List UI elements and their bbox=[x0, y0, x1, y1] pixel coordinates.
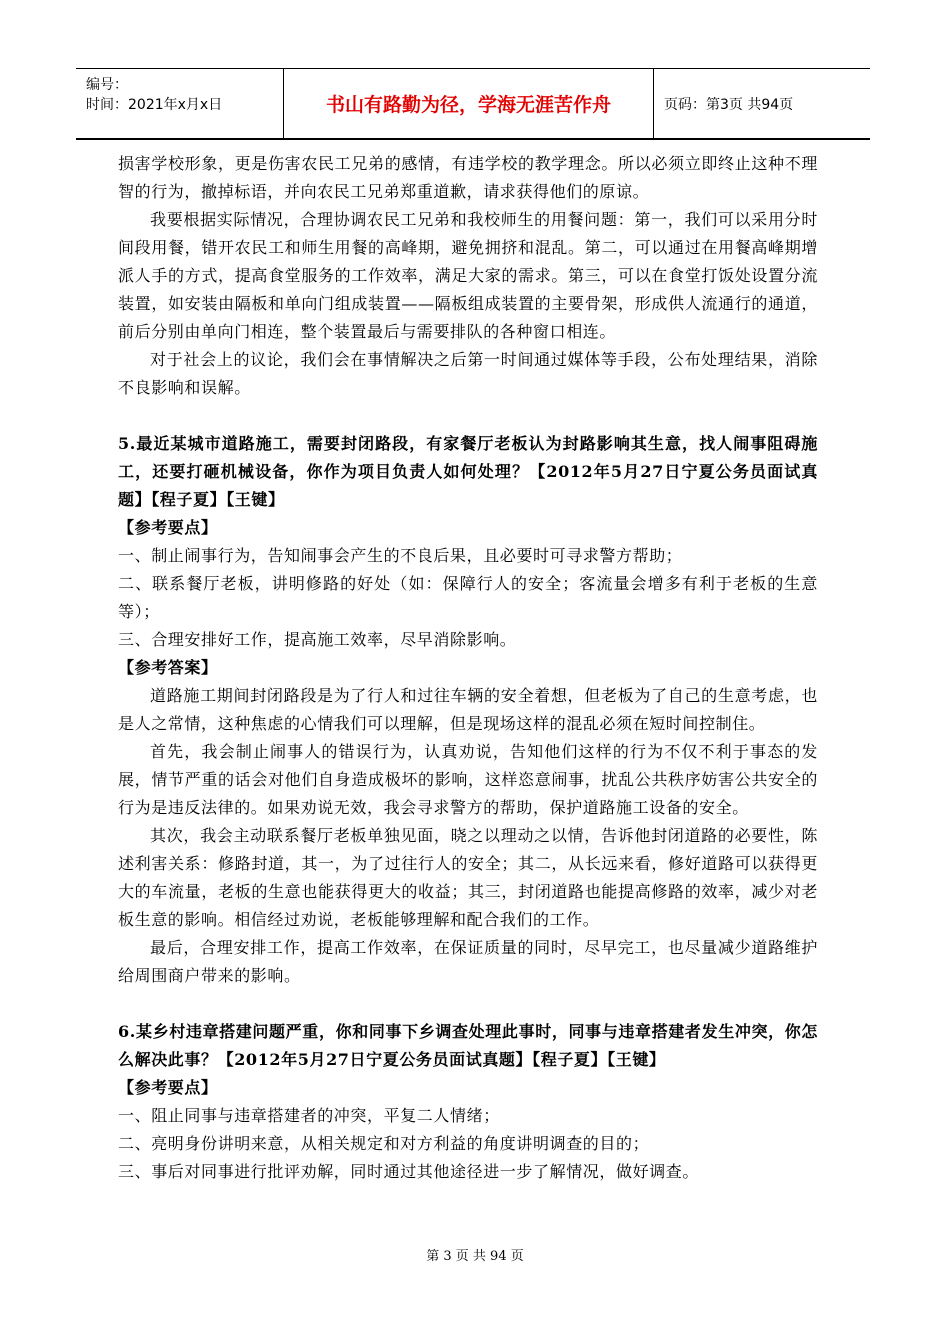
paragraph: 损害学校形象，更是伤害农民工兄弟的感情，有违学校的教学理念。所以必须立即终止这种不理智的行为，撤掉标语，并向农民工兄弟郑重道歉，请求获得他们的原谅。 bbox=[118, 154, 818, 201]
page-header bbox=[76, 68, 870, 140]
key-points-label: 【参考要点】 bbox=[118, 518, 218, 537]
header-motto-cell bbox=[284, 69, 654, 138]
answer-paragraph: 首先，我会制止闹事人的错误行为，认真劝说，告知他们这样的行为不仅不利于事态的发展，情节严重的话会对他们自身造成极坏的影响，这样恣意闹事，扰乱公共秩序妨害公共安全的行为是违反法律的。如果劝说无效，我会寻求警方的帮助，保护道路施工设备的安全。 bbox=[118, 742, 818, 817]
key-point: 二、联系餐厅老板，讲明修路的好处（如：保障行人的安全；客流量会增多有利于老板的生意等）； bbox=[118, 574, 818, 621]
document-date: 时间：2021年x月x日 bbox=[86, 97, 223, 113]
header-motto: 书山有路勤为径，学海无涯苦作舟 bbox=[325, 94, 611, 116]
key-points-label: 【参考要点】 bbox=[118, 1078, 218, 1097]
key-point: 三、合理安排好工作，提高施工效率，尽早消除影响。 bbox=[118, 630, 517, 649]
page-footer: 第 3 页 共 94 页 bbox=[426, 1249, 524, 1264]
document-body bbox=[118, 150, 818, 1186]
answer-paragraph: 最后，合理安排工作，提高工作效率，在保证质量的同时，尽早完工，也尽量减少道路维护给周围商户带来的影响。 bbox=[118, 938, 818, 985]
spacer bbox=[118, 402, 818, 416]
paragraph: 对于社会上的议论，我们会在事情解决之后第一时间通过媒体等手段，公布处理结果，消除不良影响和误解。 bbox=[118, 350, 818, 397]
key-point: 三、事后对同事进行批评劝解，同时通过其他途径进一步了解情况，做好调查。 bbox=[118, 1162, 700, 1181]
document-number-label: 编号： bbox=[86, 77, 128, 93]
answer-paragraph: 道路施工期间封闭路段是为了行人和过往车辆的安全着想，但老板为了自己的生意考虑，也是人之常情，这种焦虑的心情我们可以理解，但是现场这样的混乱必须在短时间控制住。 bbox=[118, 686, 818, 733]
key-point: 一、制止闹事行为，告知闹事会产生的不良后果，且必要时可寻求警方帮助； bbox=[118, 546, 683, 565]
key-point: 二、亮明身份讲明来意，从相关规定和对方利益的角度讲明调查的目的； bbox=[118, 1134, 650, 1153]
header-page-info: 页码：第3页 共94页 bbox=[664, 96, 794, 113]
question-heading-5: 5.最近某城市道路施工，需要封闭路段，有家餐厅老板认为封路影响其生意，找人闹事阻碍施工，还要打砸机械设备，你作为项目负责人如何处理？【2012年5月27日宁夏公务员面试真题】【程子夏】【王键】 bbox=[118, 434, 818, 509]
key-point: 一、阻止同事与违章搭建者的冲突，平复二人情绪； bbox=[118, 1106, 500, 1125]
paragraph: 我要根据实际情况，合理协调农民工兄弟和我校师生的用餐问题：第一，我们可以采用分时间段用餐，错开农民工和师生用餐的高峰期，避免拥挤和混乱。第二，可以通过在用餐高峰期增派人手的方式，提高食堂服务的工作效率，满足大家的需求。第三，可以在食堂打饭处设置分流装置，如安装由隔板和单向门组成装置——隔板组成装置的主要骨架，形成供人流通行的通道，前后分别由单向门相连，整个装置最后与需要排队的各种窗口相连。 bbox=[118, 210, 818, 341]
header-meta bbox=[76, 69, 284, 138]
answer-paragraph: 其次，我会主动联系餐厅老板单独见面，晓之以理动之以情，告诉他封闭道路的必要性，陈述利害关系：修路封道，其一，为了过往行人的安全；其二，从长远来看，修好道路可以获得更大的车流量，老板的生意也能获得更大的收益；其三，封闭道路也能提高修路的效率，减少对老板生意的影响。相信经过劝说，老板能够理解和配合我们的工作。 bbox=[118, 826, 818, 929]
spacer bbox=[118, 990, 818, 1004]
answer-label: 【参考答案】 bbox=[118, 658, 218, 677]
question-heading-6: 6.某乡村违章搭建问题严重，你和同事下乡调查处理此事时，同事与违章搭建者发生冲突，你怎么解决此事？【2012年5月27日宁夏公务员面试真题】【程子夏】【王键】 bbox=[118, 1022, 818, 1069]
